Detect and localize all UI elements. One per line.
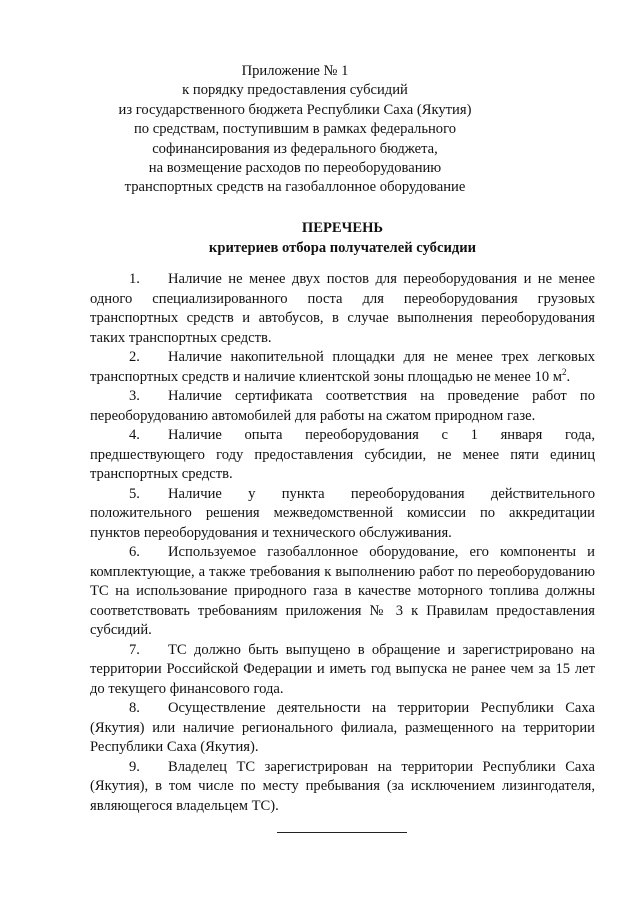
item-text: Используемое газобаллонное оборудование, его компоненты и комплектующие, а также требования к выполнению работ по переоборудованию ТС на использование природного газа в качестве моторного топлива должны соответствовать требованиям приложения № 3 к Правилам предоставления субсидий. (90, 544, 595, 638)
appendix-line: из государственного бюджета Республики Саха (Якутия) (118, 101, 472, 118)
appendix-line: к порядку предоставления субсидий (182, 82, 408, 99)
item-text: Наличие опыта переоборудования с 1 января года, предшествующего году предоставления субсидии, не менее пяти единиц транспортных средств. (90, 427, 595, 482)
item-number: 2. (129, 349, 140, 365)
item-number: 5. (129, 485, 140, 502)
list-item (90, 641, 595, 700)
criteria-list (90, 270, 595, 816)
list-item (90, 699, 595, 758)
list-item (90, 270, 595, 348)
list-item (90, 758, 595, 817)
list-item (90, 485, 595, 544)
item-text: Наличие сертификата соответствия на проведение работ по переоборудованию автомобилей для работы на сжатом природном газе. (90, 388, 595, 424)
item-text: Наличие не менее двух постов для переоборудования и не менее одного специализированного поста для переоборудования грузовых транспортных средств и автобусов, в случае выполнения переоборудования таких транспортных средств. (90, 271, 595, 346)
appendix-line: софинансирования из федерального бюджета, (152, 140, 438, 157)
item-number: 9. (129, 758, 140, 775)
item-number: 8. (129, 700, 140, 716)
item-number: 7. (129, 641, 140, 658)
list-item (90, 426, 595, 485)
appendix-line: транспортных средств на газобаллонное оборудование (124, 179, 466, 196)
appendix-line: на возмещение расходов по переоборудованию (148, 160, 442, 177)
item-number: 4. (129, 427, 140, 443)
heading-title: ПЕРЕЧЕНЬ (301, 220, 384, 236)
item-number: 3. (129, 388, 140, 404)
item-number: 1. (129, 271, 140, 287)
heading-subtitle: критериев отбора получателей субсидии (208, 240, 477, 256)
list-item (90, 348, 595, 387)
list-item (90, 387, 595, 426)
document-heading (90, 218, 595, 258)
item-text: Осуществление деятельности на территории Республики Саха (Якутия) или наличие регионального филиала, размещенного на территории Республики Саха (Якутия). (90, 700, 595, 755)
appendix-line: по средствам, поступившим в рамках федерального (133, 121, 457, 138)
item-text: Наличие у пункта переоборудования действительного положительного решения межведомственной комиссии по аккредитации пунктов переоборудования и технического обслуживания. (90, 485, 595, 541)
item-text: Наличие накопительной площадки для не менее трех легковых транспортных средств и наличие клиентской зоны площадью не менее 10 м (90, 349, 595, 385)
list-item (90, 543, 595, 641)
item-text: ТС должно быть выпущено в обращение и зарегистрировано на территории Российской Федерации и иметь год выпуска не ранее чем за 15 лет до текущего финансового года. (90, 641, 595, 697)
appendix-header (95, 62, 495, 198)
item-number: 6. (129, 544, 140, 560)
appendix-line: Приложение № 1 (241, 63, 349, 79)
end-divider (277, 832, 407, 833)
item-text: Владелец ТС зарегистрирован на территории Республики Саха (Якутия), в том числе по месту пребывания (за исключением лизингодателя, являющегося владельцем ТС). (90, 758, 595, 814)
item-superscript: 2 (562, 366, 567, 377)
item-text-tail: . (566, 368, 571, 385)
